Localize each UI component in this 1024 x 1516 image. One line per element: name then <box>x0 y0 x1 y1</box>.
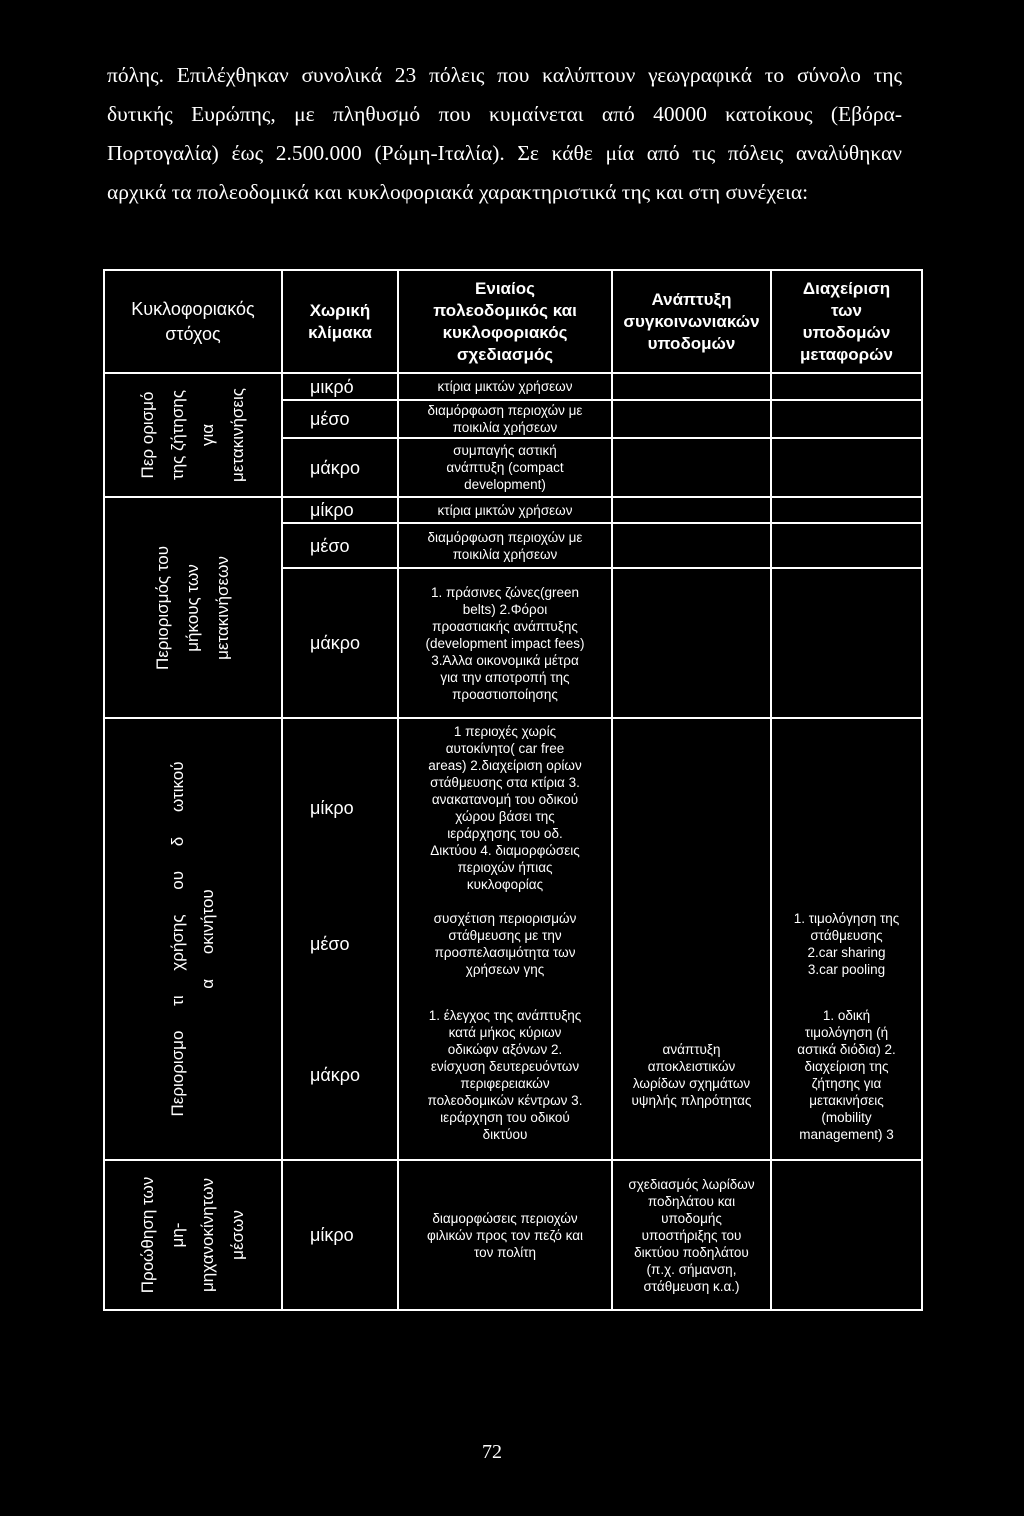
infrastructure-text-line: αποκλειστικών <box>647 1059 736 1074</box>
planning-text-line: κυκλοφορίας <box>466 877 544 892</box>
planning-text-line: δικτύου <box>482 1127 528 1142</box>
header-text-line: συγκοινωνιακών <box>623 311 760 331</box>
goal-label <box>133 388 253 482</box>
planning-text-line: αυτοκίνητο( car free <box>445 741 565 756</box>
management-cell <box>772 569 923 719</box>
header-text-line: Ανάπτυξη <box>651 289 732 309</box>
management-text-line: 1. τιμολόγηση της <box>793 911 900 926</box>
header-text-line: κλίμακα <box>308 322 372 342</box>
management-text-line: αστικά διόδια) 2. <box>797 1042 896 1057</box>
management-text-line: τιμολόγηση (ή <box>804 1025 889 1040</box>
goal-text-line: μετακινήσεων <box>213 555 232 660</box>
goal-text-line: α οκινήτου <box>198 889 217 989</box>
header-text-line: των <box>831 300 862 320</box>
infrastructure-cell <box>613 498 772 524</box>
management-text-line: ζήτησης για <box>811 1076 882 1091</box>
goal-text-line: της ζήτησης <box>168 389 187 481</box>
header-traffic-goal <box>105 271 283 374</box>
goal-text-line: Περιορισμός του <box>153 545 172 670</box>
header-text-line: Χωρική <box>309 300 371 320</box>
scale-label: μάκρο <box>310 633 361 653</box>
planning-text-line: κτίρια μικτών χρήσεων <box>437 379 573 394</box>
infrastructure-cell <box>613 524 772 569</box>
goal-text-line: μετακινήσεις <box>228 388 247 482</box>
management-cell <box>772 1161 923 1311</box>
planning-cell <box>399 897 613 991</box>
planning-text-line: ανακατανομή του οδικού <box>431 792 579 807</box>
planning-text-line: τον πολίτη <box>473 1244 537 1260</box>
management-text-line: 3.car pooling <box>807 962 886 977</box>
header-text-line: Κυκλοφοριακός <box>131 298 255 319</box>
goal-text-line: για <box>198 423 217 447</box>
scale-label: μάκρο <box>310 1065 361 1085</box>
scale-cell <box>283 401 399 439</box>
goal-label <box>133 1177 253 1294</box>
planning-cell <box>399 524 613 569</box>
goal-text-line: Περ ορισμό <box>138 391 157 479</box>
management-cell <box>772 897 923 991</box>
planning-text-line: για την αποτροπή της <box>440 669 570 685</box>
header-integrated-planning <box>399 271 613 374</box>
goal-text-line: Προώθηση των <box>138 1176 157 1294</box>
scale-cell <box>283 374 399 401</box>
planning-text-line: ιεράρχηση του οδικού <box>440 1110 570 1125</box>
goal-text-line: μη- <box>168 1222 187 1248</box>
scale-label: μέσο <box>310 934 350 954</box>
scale-cell <box>283 524 399 569</box>
planning-text-line: προαστιοποίησης <box>452 686 558 702</box>
planning-text-line: ιεράρχησης του οδ. <box>447 826 563 841</box>
paragraph-line: δυτικής Ευρώπης, με πληθυσμό που κυμαίνεται από 40000 κατοίκους (Εβόρα- <box>107 102 902 126</box>
management-cell <box>772 401 923 439</box>
planning-text-line: 3.Άλλα οικονομικά μέτρα <box>431 652 579 668</box>
goal-cell <box>105 1161 283 1311</box>
planning-text-line: προαστιακής ανάπτυξης <box>432 618 578 634</box>
planning-text-line: 1. έλεγχος της ανάπτυξης <box>428 1008 582 1023</box>
header-text-line: πολεοδομικός και <box>433 300 577 320</box>
infrastructure-text-line: ανάπτυξη <box>662 1042 721 1057</box>
traffic-goals-table <box>103 269 923 1311</box>
infrastructure-text-line: λωρίδων σχημάτων <box>632 1076 751 1091</box>
header-text-line: μεταφορών <box>800 344 893 364</box>
header-text-line: σχεδιασμός <box>456 344 554 364</box>
planning-text-line: ποικιλία χρήσεων <box>452 546 558 562</box>
infrastructure-cell <box>613 1161 772 1311</box>
planning-text-line: (development impact fees) <box>425 635 585 651</box>
scale-cell <box>283 1161 399 1311</box>
infrastructure-text-line: στάθμευση κ.α.) <box>643 1278 740 1294</box>
planning-text-line: ανάπτυξη (compact <box>446 460 564 475</box>
infrastructure-text-line: δικτύου ποδηλάτου <box>634 1244 749 1260</box>
infrastructure-cell <box>613 569 772 719</box>
planning-text-line: πολεοδομικών κέντρων 3. <box>427 1093 583 1108</box>
management-cell <box>772 439 923 498</box>
planning-text-line: 1 περιοχές χωρίς <box>453 724 557 739</box>
planning-text-line: development) <box>464 477 546 492</box>
header-text-line: Διαχείριση <box>802 278 891 298</box>
planning-text-line: φιλικών προς τον πεζό και <box>426 1227 584 1243</box>
planning-text-line: Δικτύου 4. διαμορφώσεις <box>430 843 580 858</box>
management-text-line: management) 3 <box>799 1127 894 1142</box>
management-cell <box>772 991 923 1161</box>
infrastructure-text-line: (π.χ. σήμανση, <box>646 1261 737 1277</box>
body-paragraph <box>107 56 902 212</box>
header-spatial-scale <box>283 271 399 374</box>
planning-text-line: ποικιλία χρήσεων <box>452 420 558 435</box>
planning-text-line: διαμορφώσεις περιοχών <box>432 1210 578 1226</box>
scale-label: μίκρο <box>310 798 354 818</box>
management-text-line: στάθμευσης <box>810 928 883 943</box>
planning-text-line: κατά μήκος κύριων <box>448 1025 562 1040</box>
planning-cell <box>399 719 613 897</box>
management-text-line: μετακινήσεις <box>809 1093 884 1108</box>
planning-cell <box>399 498 613 524</box>
infrastructure-cell <box>613 991 772 1161</box>
header-text-line: υποδομών <box>802 322 891 342</box>
management-text-line: 2.car sharing <box>807 945 886 960</box>
planning-text-line: περιοχών ήπιας <box>457 860 553 875</box>
scale-label: μίκρο <box>310 1225 354 1245</box>
header-text-line: στόχος <box>165 323 221 344</box>
management-text-line: (mobility <box>821 1110 872 1125</box>
header-text-line: υποδομών <box>647 333 736 353</box>
planning-cell <box>399 401 613 439</box>
scale-cell <box>283 498 399 524</box>
planning-text-line: χώρου βάσει της <box>455 809 555 824</box>
planning-text-line: διαμόρφωση περιοχών με <box>427 403 583 418</box>
scale-cell <box>283 991 399 1161</box>
management-text-line: διαχείριση της <box>804 1059 889 1074</box>
management-cell <box>772 498 923 524</box>
infrastructure-text-line: υποδομής <box>661 1210 722 1226</box>
planning-text-line: οδικώφν αξόνων 2. <box>447 1042 563 1057</box>
management-cell <box>772 374 923 401</box>
header-infrastructure-management <box>772 271 923 374</box>
scale-cell <box>283 897 399 991</box>
scale-label: μίκρο <box>310 500 354 520</box>
infrastructure-text-line: σχεδιασμός λωρίδων <box>628 1176 755 1192</box>
scale-label: μάκρο <box>310 457 361 478</box>
planning-text-line: areas) 2.διαχείριση ορίων <box>428 758 582 773</box>
goal-label <box>163 761 223 1116</box>
infrastructure-text-line: υποστήριξης του <box>641 1227 742 1243</box>
management-text-line: 1. οδική <box>822 1008 871 1023</box>
goal-text-line: μήκους των <box>183 563 202 652</box>
header-text-line: κυκλοφοριακός <box>442 322 568 342</box>
planning-text-line: συσχέτιση περιορισμών <box>433 911 577 926</box>
management-cell <box>772 719 923 897</box>
paragraph-line: πόλης. Επιλέχθηκαν συνολικά 23 πόλεις που καλύπτουν γεωγραφικά το σύνολο της <box>107 63 902 87</box>
planning-text-line: belts) 2.Φόροι <box>462 601 548 617</box>
infrastructure-cell <box>613 374 772 401</box>
planning-cell <box>399 1161 613 1311</box>
scale-label: μέσο <box>310 409 350 429</box>
infrastructure-cell <box>613 439 772 498</box>
goal-cell <box>105 374 283 498</box>
goal-cell <box>105 498 283 719</box>
planning-cell <box>399 991 613 1161</box>
planning-cell <box>399 374 613 401</box>
goal-cell <box>105 719 283 1161</box>
planning-text-line: 1. πράσινες ζώνες(green <box>430 584 580 600</box>
planning-text-line: περιφερειακών <box>460 1076 550 1091</box>
infrastructure-cell <box>613 897 772 991</box>
planning-text-line: ενίσχυση δευτερευόντων <box>430 1059 580 1074</box>
planning-text-line: κτίρια μικτών χρήσεων <box>437 502 573 518</box>
infrastructure-cell <box>613 719 772 897</box>
goal-text-line: Περιορισμο τι χρήσης ου δ ωτικού <box>168 761 187 1117</box>
scale-label: μέσο <box>310 535 350 556</box>
planning-text-line: προσπελασιμότητα των <box>434 945 576 960</box>
management-cell <box>772 524 923 569</box>
infrastructure-text-line: ποδηλάτου και <box>647 1193 736 1209</box>
page-number: 72 <box>482 1441 502 1463</box>
goal-text-line: μέσων <box>228 1210 247 1260</box>
planning-cell <box>399 439 613 498</box>
planning-text-line: στάθμευσης με την <box>448 928 562 943</box>
scale-label: μικρό <box>310 376 354 397</box>
infrastructure-cell <box>613 401 772 439</box>
header-transport-infrastructure <box>613 271 772 374</box>
paragraph-line: Πορτογαλία) έως 2.500.000 (Ρώμη-Ιταλία). Σε κάθε μία από τις πόλεις αναλύθηκαν <box>107 141 902 165</box>
header-text-line: Ενιαίος <box>475 278 535 298</box>
paragraph-line: αρχικά τα πολεοδομικά και κυκλοφοριακά χαρακτηριστικά της και στη συνέχεια: <box>107 180 809 204</box>
planning-text-line: χρήσεων γης <box>465 962 545 977</box>
goal-text-line: μηχανοκίνητων <box>198 1178 217 1292</box>
goal-label <box>148 545 238 669</box>
planning-cell <box>399 569 613 719</box>
planning-text-line: συμπαγής αστική <box>453 443 557 458</box>
scale-cell <box>283 439 399 498</box>
scale-cell <box>283 569 399 719</box>
infrastructure-text-line: υψηλής πληρότητας <box>631 1093 752 1108</box>
scale-cell <box>283 719 399 897</box>
planning-text-line: διαμόρφωση περιοχών με <box>427 529 583 545</box>
planning-text-line: στάθμευσης στα κτίρια 3. <box>430 775 580 790</box>
